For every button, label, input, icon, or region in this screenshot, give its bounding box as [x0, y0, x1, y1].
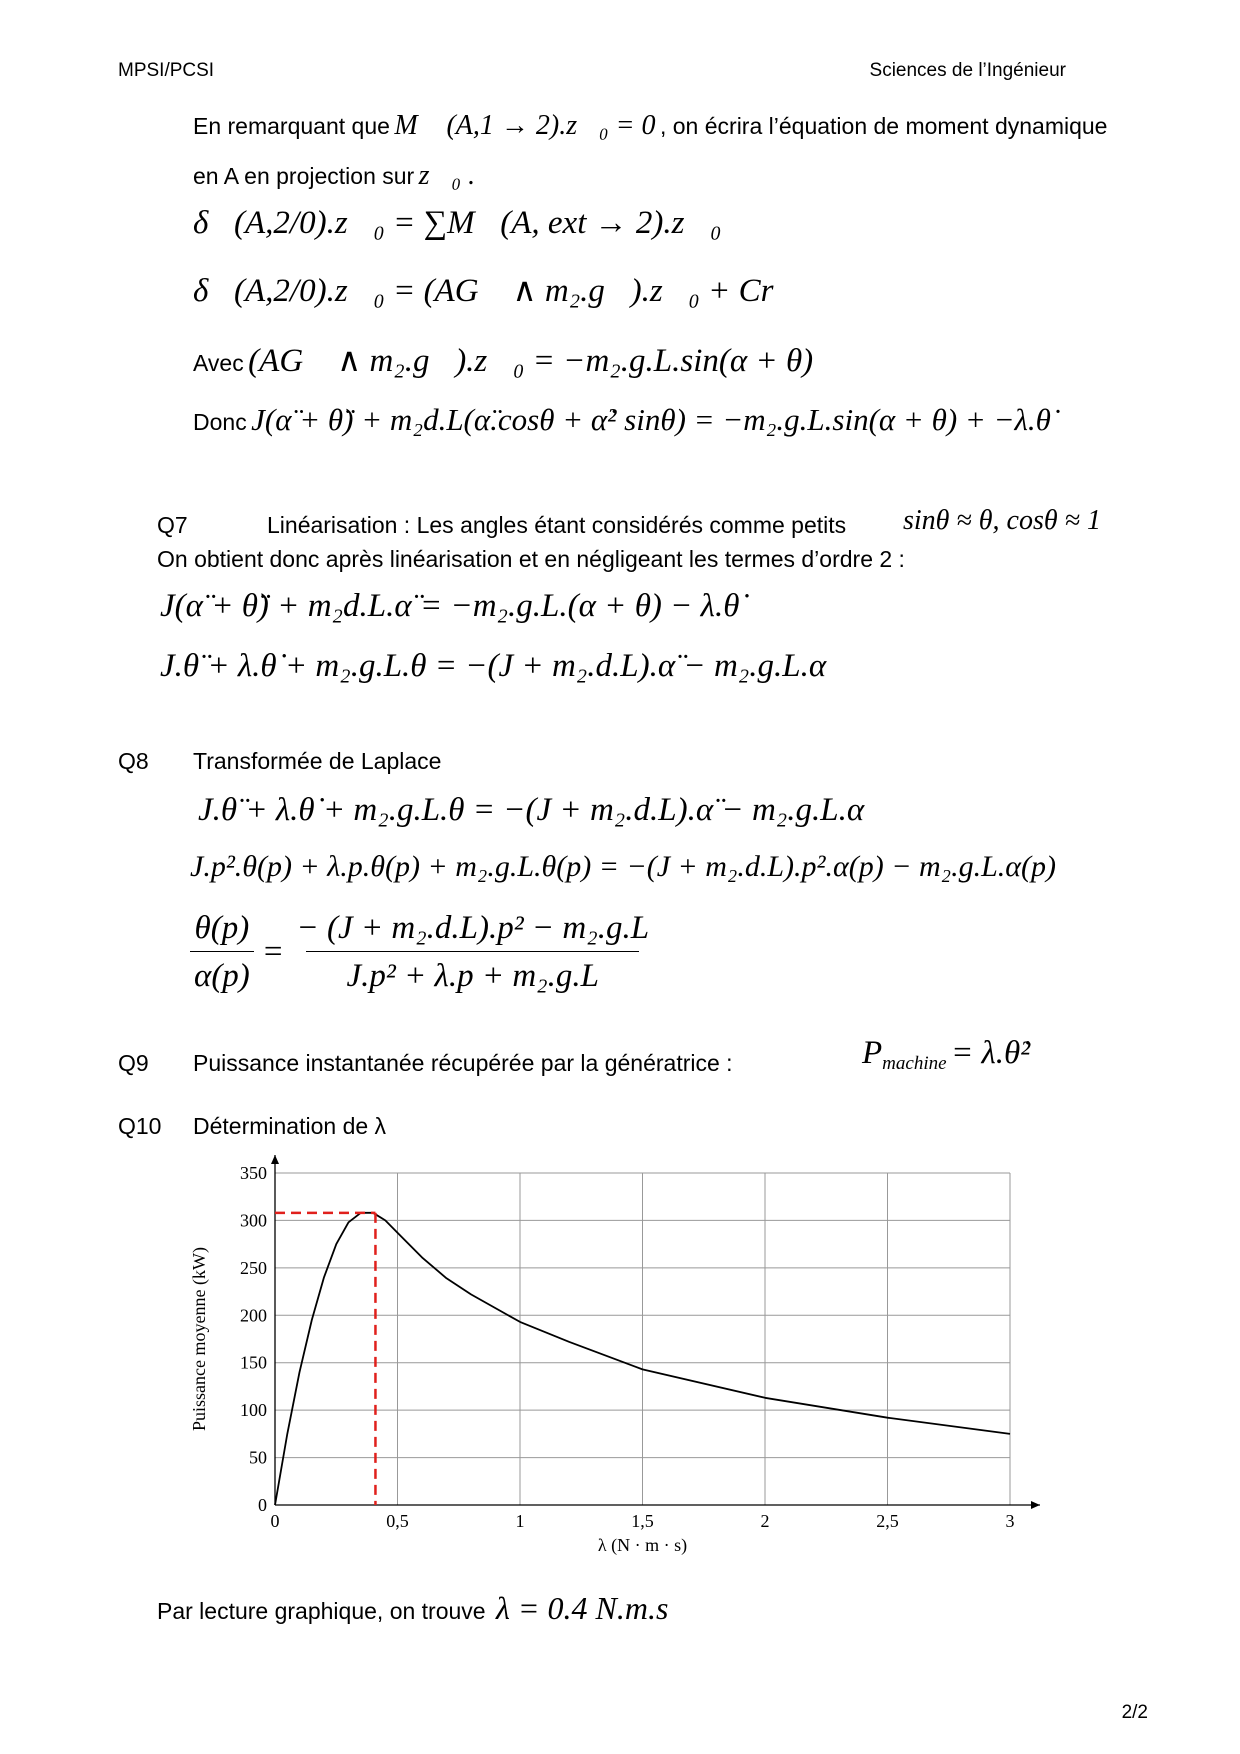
y-tick-label: 200 — [240, 1305, 267, 1326]
q9-label: Q9 — [118, 1050, 149, 1076]
x-axis-arrow — [1031, 1501, 1040, 1509]
q6-line1-post: , on écrira l’équation de moment dynamique — [659, 113, 1108, 139]
y-tick-label: 250 — [240, 1257, 267, 1278]
x-tick-label: 0,5 — [386, 1511, 409, 1531]
q8-label: Q8 — [118, 748, 149, 774]
q7-text: Linéarisation : Les angles étant considérés comme petits — [267, 512, 847, 538]
y-axis-arrow — [271, 1155, 279, 1164]
q6-line2 — [193, 160, 475, 192]
donc-label: Donc — [193, 409, 247, 435]
q6-line1-eq: M⃗ (A,1 → 2).z⃗₀ = 0 — [394, 110, 656, 141]
q8-frac-right-den: J.p² + λ.p + m₂.g.L — [306, 951, 639, 995]
q8-frac-left-num: θ(p) — [194, 910, 250, 946]
chart-axes — [271, 1155, 1040, 1509]
chart-ticks — [240, 1163, 1015, 1531]
q8-frac-left-den: α(p) — [190, 951, 254, 995]
q10-conclusion-row — [157, 1590, 668, 1627]
q9-text: Puissance instantanée récupérée par la génératrice : — [193, 1050, 733, 1076]
q6-line2-eq: z⃗₀ . — [418, 160, 476, 191]
q6-eq2: δ⃗(A,2/0).z⃗₀ = (AG⃗ ∧ m₂.g⃗).z⃗₀ + Cr — [193, 273, 774, 309]
q10-conclusion: Par lecture graphique, on trouve — [157, 1598, 486, 1624]
q6-eq4-row — [193, 402, 1051, 438]
q10-label: Q10 — [118, 1113, 162, 1139]
q8-equals: = — [263, 934, 283, 970]
chart-grid — [275, 1173, 1010, 1505]
power-vs-lambda-chart — [170, 1155, 1070, 1555]
header-left: MPSI/PCSI — [118, 60, 215, 81]
q8-eq1: J.θ̈ + λ.θ̇ + m₂.g.L.θ = −(J + m₂.d.L).α̈ − m₂.g.L.α — [198, 792, 865, 828]
y-tick-label: 350 — [240, 1163, 267, 1183]
avec-label: Avec — [193, 350, 244, 376]
q6-eq4: J(α̈ + θ̈) + m₂d.L(α̈.cosθ + α̇² sinθ) = −m₂.g.L.sin(α + θ) + −λ.θ̇ — [251, 402, 1051, 437]
page-number: 2/2 — [1121, 1702, 1148, 1723]
q7-text2: On obtient donc après linéarisation et en négligeant les termes d’ordre 2 : — [157, 546, 905, 572]
y-tick-label: 150 — [240, 1352, 267, 1373]
q6-line1 — [193, 110, 1107, 142]
x-tick-label: 2,5 — [876, 1511, 899, 1531]
q6-eq1: δ⃗(A,2/0).z⃗₀ = ∑M⃗(A, ext → 2).z⃗₀ — [193, 205, 722, 241]
q8-eq2: J.p².θ(p) + λ.p.θ(p) + m₂.g.L.θ(p) = −(J + m₂.d.L).p².α(p) − m₂.g.L.α(p) — [190, 850, 1057, 883]
q9-eq — [862, 1035, 1030, 1075]
x-tick-label: 1,5 — [631, 1511, 654, 1531]
y-tick-label: 100 — [240, 1400, 267, 1421]
q9-eq-rhs: = λ.θ̇² — [951, 1035, 1031, 1071]
x-tick-label: 3 — [1005, 1511, 1015, 1531]
q7-eq2: J.θ̈ + λ.θ̇ + m₂.g.L.θ = −(J + m₂.d.L).α̈ − m₂.g.L.α — [160, 648, 827, 684]
q7-eq1: J(α̈ + θ̈) + m₂d.L.α̈ = −m₂.g.L.(α + θ) − λ.θ̇ — [160, 588, 740, 624]
q7-label: Q7 — [157, 512, 188, 538]
header-right: Sciences de l’Ingénieur — [869, 60, 1066, 81]
x-tick-label: 1 — [515, 1511, 525, 1531]
q8-transfer-function — [190, 910, 653, 995]
q9-eq-p: P — [862, 1035, 883, 1071]
q6-line1-pre: En remarquant que — [193, 113, 390, 139]
x-axis-label: λ (N · m · s) — [597, 1535, 688, 1555]
q9-eq-sub: machine — [882, 1053, 947, 1074]
y-axis-label: Puissance moyenne (kW) — [189, 1247, 209, 1431]
q8-frac-left — [190, 910, 254, 995]
q8-frac-right-num: − (J + m₂.d.L).p² − m₂.g.L — [296, 910, 650, 946]
x-tick-label: 0 — [270, 1511, 280, 1531]
q7-approx: sinθ ≈ θ, cosθ ≈ 1 — [903, 505, 1101, 536]
q10-result: λ = 0.4 N.m.s — [496, 1590, 669, 1626]
q6-line2-pre: en A en projection sur — [193, 163, 415, 189]
y-tick-label: 300 — [240, 1210, 267, 1231]
q6-eq3-row — [193, 340, 813, 380]
y-tick-label: 50 — [249, 1447, 267, 1468]
q6-eq3: (AG⃗ ∧ m₂.g⃗).z⃗₀ = −m₂.g.L.sin(α + θ) — [248, 343, 814, 379]
y-tick-label: 0 — [258, 1495, 267, 1515]
x-tick-label: 2 — [760, 1511, 770, 1531]
q10-title: Détermination de λ — [193, 1113, 387, 1139]
q8-frac-right — [292, 910, 653, 995]
q8-title: Transformée de Laplace — [193, 748, 442, 774]
